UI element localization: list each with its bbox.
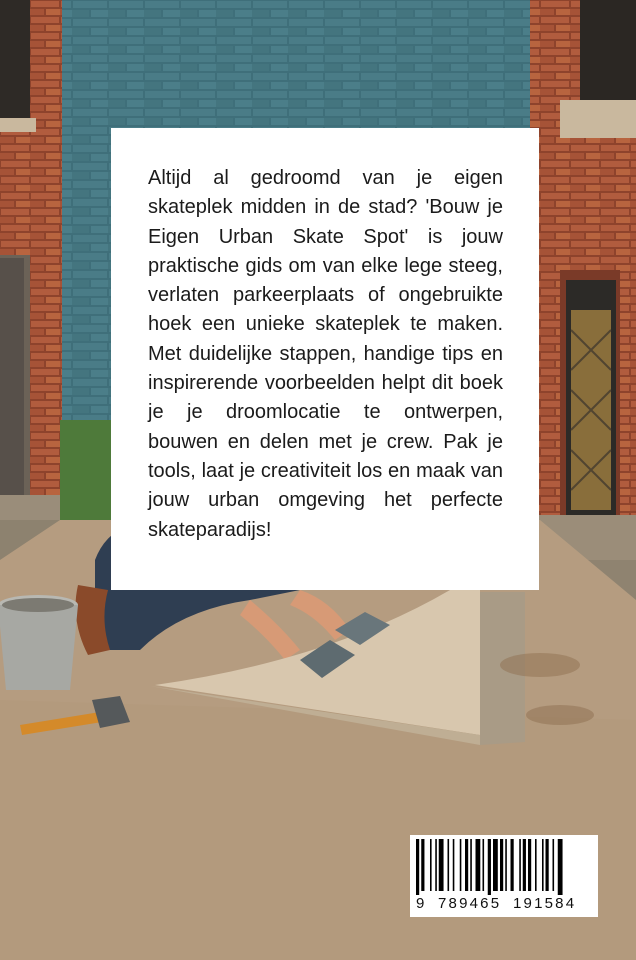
barcode-bar (542, 839, 544, 891)
barcode-bar (500, 839, 503, 891)
barcode (410, 835, 598, 917)
barcode-bar (476, 839, 481, 891)
barcode-bar (453, 839, 455, 891)
barcode-bar (470, 839, 472, 891)
barcode-bar (546, 839, 549, 891)
barcode-bar (553, 839, 555, 891)
door-icon (0, 255, 30, 505)
barcode-bar (488, 839, 491, 895)
barcode-bar (421, 839, 424, 891)
barcode-bar (493, 839, 498, 891)
barcode-bar (535, 839, 537, 891)
barcode-bar (430, 839, 432, 891)
bucket-icon (0, 595, 78, 690)
barcode-bar (439, 839, 444, 891)
barcode-bar (505, 839, 507, 891)
isbn-left-group: 789465 (438, 895, 502, 912)
barcode-bar (523, 839, 526, 891)
barcode-bar (435, 839, 437, 891)
blurb-box (111, 128, 539, 590)
barcode-bars (416, 839, 592, 895)
barcode-bar (460, 839, 462, 891)
barcode-bar (511, 839, 514, 891)
isbn-right-group: 191584 (513, 895, 577, 912)
isbn-first-digit: 9 (416, 895, 425, 912)
barcode-bar (448, 839, 450, 891)
barcode-bar (465, 839, 468, 891)
barcode-bar (528, 839, 531, 891)
right-building (530, 0, 636, 600)
barcode-bar (558, 839, 563, 895)
blurb-text: Altijd al gedroomd van je eigen skateplek midden in de stad? 'Bouw je Eigen Urban Skate Spot' is jouw praktische gids om van elke lege steeg, verlaten parkeerplaats of ongebruikte hoek een unieke skateplek te maken. Met duidelijke stappen, handige tips en inspirerende voorbeelden helpt dit boek je je droomlocatie te ontwerpen, bouwen en delen met je crew. Pak je tools, laat je creativiteit los en maak van jouw urban omgeving het perfecte skateparadijs! (148, 167, 503, 541)
barcode-bar (416, 839, 419, 895)
barcode-bar (483, 839, 485, 891)
barcode-bar (519, 839, 521, 891)
